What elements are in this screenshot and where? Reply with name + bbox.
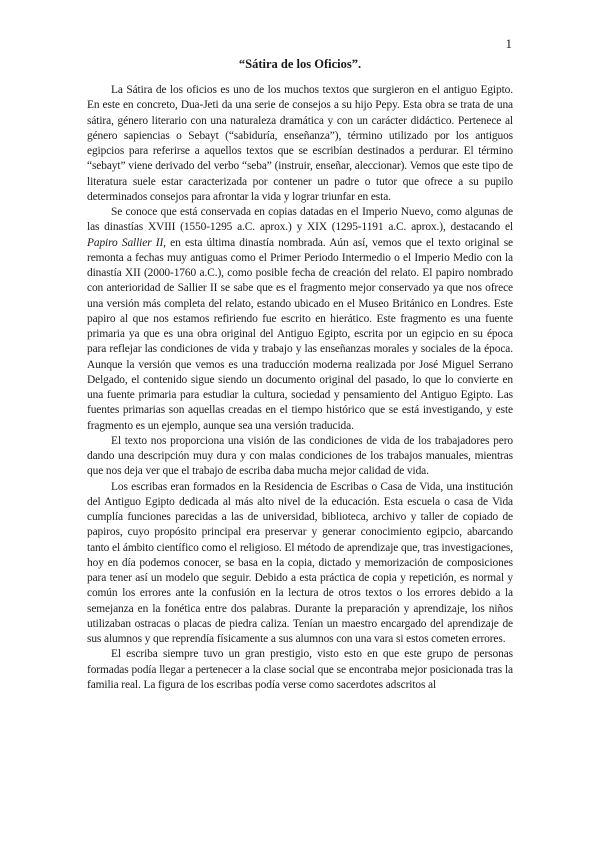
paragraph-1: La Sátira de los oficios es uno de los muchos textos que surgieron en el antiguo Egipto. En este en concreto, Dua-Jeti da una serie de consejos a su hijo Pepy. Esta obra se trata de una sátira, género literario con una naturaleza dramática y con un carácter didáctico. Pertenece al género sapiencias o Sebayt (“sabiduría, enseñanza”), término utilizado por los antiguos egipcios para referirse a aquellos textos que se escribían destinados a perdurar. El término “sebayt” viene derivado del verbo “seba” (instruir, enseñar, aleccionar). Vemos que este tipo de literatura suele estar caracterizada por contener un padre o tutor que ofrece a su pupilo determinados consejos para afrontar la vida y lograr triunfar en esta. [87,84,513,203]
page-number: 1 [505,36,512,51]
document-title: “Sátira de los Oficios”. [238,57,362,71]
document-body [87,83,513,693]
papyrus-name: Papiro Sallier II [87,236,164,249]
paragraph-3: El texto nos proporciona una visión de las condiciones de vida de los trabajadores pero dando una descripción muy dura y con malas condiciones de los trabajos manuales, mientras que nos deja ver que el trabajo de escriba daba mucha mejor calidad de vida. [87,434,513,478]
paragraph-5: El escriba siempre tuvo un gran prestigio, visto esto en que este grupo de personas formadas podía llegar a pertenecer a la clase social que se encontraba mejor posicionada tras la familia real. La figura de los escribas podía verse como sacerdotes adscritos al [87,648,513,691]
paragraph-2-text-end: , en esta última dinastía nombrada. Aún así, vemos que el texto original se remonta a fechas muy antiguas como el Primer Periodo Intermedio o el Imperio Medio con la dinastía XII (2000-1760 a.C.), como posible fecha de creación del relato. El papiro nombrado con anterioridad de Sallier II se sabe que es el fragmento mejor conservado ya que nos ofrece una versión más completa del relato, estando ubicado en el Museo Británico en Londres. Este papiro al que nos estamos refiriendo fue escrito en hierático. Este fragmento es una fuente primaria ya que es una obra original del Antiguo Egipto, escrita por un egipcio en su época para reflejar las condiciones de vida y trabajo y las enseñanzas morales y sociales de la época. Aunque la versión que vemos es una traducción moderna realizada por José Miguel Serrano Delgado, el contenido sigue siendo un documento original del pasado, lo que lo convierte en una fuente primaria para estudiar la cultura, sociedad y pensamiento del Antiguo Egipto. Las fuentes primarias son aquellas creadas en el tiempo histórico que se está investigando, y este fragmento es un ejemplo, aunque sea una versión traducida. [87,236,513,432]
paragraph-2 [87,205,513,434]
paragraph-2-text-start: Se conoce que está conservada en copias datadas en el Imperio Nuevo, como algunas de las dinastías XVIII (1550-1295 a.C. aprox.) y XIX (1295-1191 a.C. aprox.), destacando el [87,206,513,234]
paragraph-4: Los escribas eran formados en la Residencia de Escribas o Casa de Vida, una institución del Antiguo Egipto dedicada al más alto nivel de la educación. Esta escuela o casa de Vida cumplía funciones parecidas a las de universidad, biblioteca, archivo y taller de copiado de papiros, cuyo propósito principal era preservar y generar conocimiento egipcio, abarcando tanto el ámbito científico como el religioso. El método de aprendizaje que, tras investigaciones, hoy en día podemos conocer, se basa en la copia, dictado y memorización de composiciones para tener así un modelo que seguir. Debido a esta práctica de copia y repetición, es normal y común los errores ante la confusión en la lectura de otros textos o los errores debido a la semejanza en la fonética entre dos palabras. Durante la preparación y aprendizaje, los niños utilizaban ostracas o placas de piedra caliza. Tenían un maestro encargado del aprendizaje de sus alumnos y que reprendía físicamente a sus alumnos con una vara si estos cometen errores. [87,480,513,645]
